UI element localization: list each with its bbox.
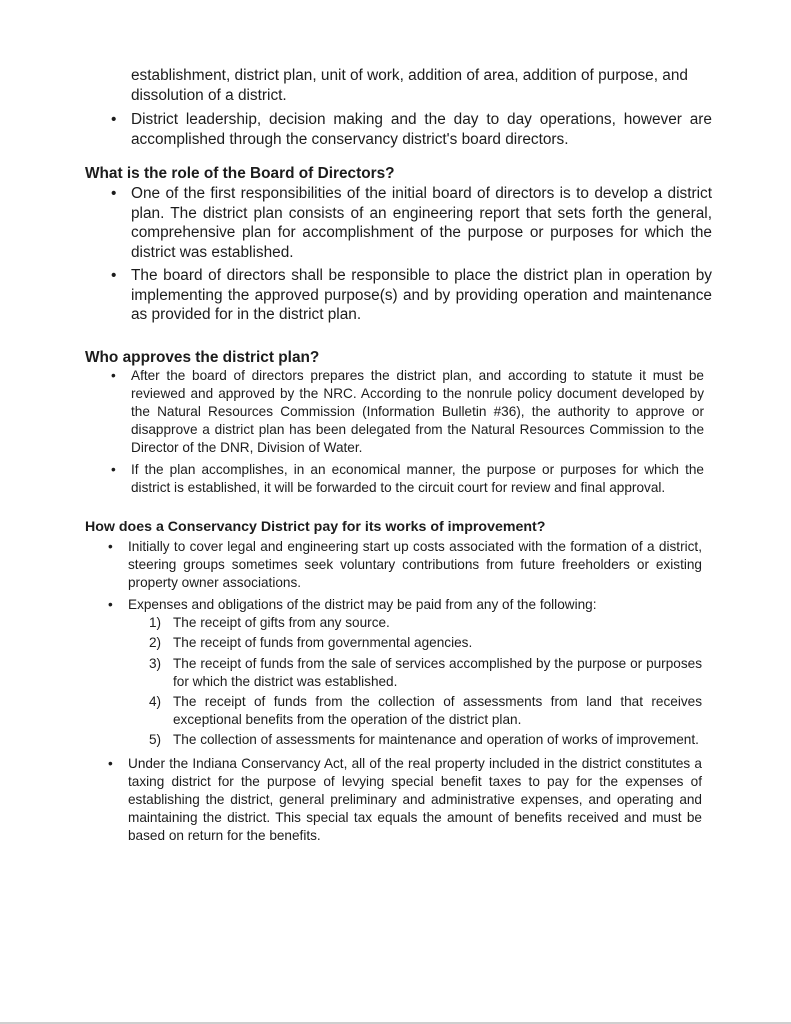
continuation-text: establishment, district plan, unit of work, addition of area, addition of purpose, and dissolution of a district. [131, 67, 688, 104]
bullet-icon: • [111, 111, 117, 128]
list-item [108, 266, 712, 325]
list-item-text: If the plan accomplishes, in an economical manner, the purpose or purposes for which the district is established, it will be forwarded to the circuit court for review and final approval. [131, 462, 704, 495]
list-item-text: Under the Indiana Conservancy Act, all of the real property included in the district constitutes a taxing district for the purpose of levying special benefit taxes to pay for the expenses of establishing the district, general preliminary and administrative expenses, and operating and maintaining the district. This special tax equals the amount of benefits received and must be based on return for the benefits. [128, 756, 702, 844]
numbered-item-text: The receipt of funds from governmental agencies. [173, 635, 473, 651]
numbered-item-text: The receipt of funds from the sale of services accomplished by the purpose or purposes for which the district was established. [173, 655, 702, 689]
bullet-icon: • [111, 462, 116, 477]
list-item-text: One of the first responsibilities of the initial board of directors is to develop a district plan. The district plan consists of an engineering report that sets forth the general, comprehensive plan for accomplishment of the purpose or purposes for which the district was established. [131, 185, 712, 261]
section-heading: What is the role of the Board of Directors? [85, 165, 395, 182]
numbered-item-text: The receipt of funds from the collection of assessments from land that receives exceptional benefits from the operation of the district plan. [173, 693, 702, 727]
bullet-icon: • [108, 597, 113, 613]
numbered-item-text: The receipt of gifts from any source. [173, 615, 390, 631]
bullet-icon: • [111, 185, 117, 202]
list-item [108, 184, 712, 262]
list-item-text: District leadership, decision making and the day to day operations, however are accomplished through the conservancy district's board directors. [131, 111, 712, 148]
list-item-text: After the board of directors prepares the district plan, and according to statute it must be reviewed and approved by the NRC. According to the nonrule policy document developed by the Natural Resources Commission (Information Bulletin #36), the authority to approve or disapprove a district plan has been delegated from the Natural Resources Commission to the Director of the DNR, Division of Water. [131, 368, 704, 455]
bullet-icon: • [111, 267, 117, 284]
numbered-item [149, 731, 702, 749]
intro-bullet-list [108, 110, 712, 149]
item-number: 1) [149, 615, 162, 631]
numbered-item [149, 614, 702, 632]
section-heading: Who approves the district plan? [85, 349, 320, 366]
numbered-item [149, 634, 702, 652]
list-item [105, 538, 702, 592]
list-item [108, 110, 712, 149]
list-item [105, 596, 702, 749]
list-item [105, 755, 702, 845]
item-number: 3) [149, 655, 162, 671]
list-item-text: Expenses and obligations of the district may be paid from any of the following: [128, 597, 597, 613]
list-item-text: The board of directors shall be responsible to place the district plan in operation by implementing the approved purpose(s) and by providing operation and maintenance as provided for in the district plan. [131, 267, 712, 323]
section-heading: How does a Conservancy District pay for its works of improvement? [85, 519, 546, 535]
item-number: 5) [149, 731, 162, 747]
item-number: 4) [149, 693, 162, 709]
numbered-item [149, 693, 702, 729]
section-bullet-list [105, 538, 702, 846]
item-number: 2) [149, 635, 162, 651]
list-item [108, 461, 704, 497]
numbered-list [149, 614, 702, 749]
list-item-text: Initially to cover legal and engineering start up costs associated with the formation of a district, steering groups sometimes seek voluntary contributions from future freeholders or existing property owner associations. [128, 539, 702, 591]
list-item [108, 367, 704, 457]
numbered-item-text: The collection of assessments for maintenance and operation of works of improvement. [173, 731, 699, 747]
bullet-icon: • [111, 368, 116, 383]
section-bullet-list [108, 184, 712, 325]
bullet-icon: • [108, 756, 113, 772]
section-bullet-list [108, 367, 704, 497]
bullet-icon: • [108, 539, 113, 554]
numbered-item [149, 655, 702, 691]
